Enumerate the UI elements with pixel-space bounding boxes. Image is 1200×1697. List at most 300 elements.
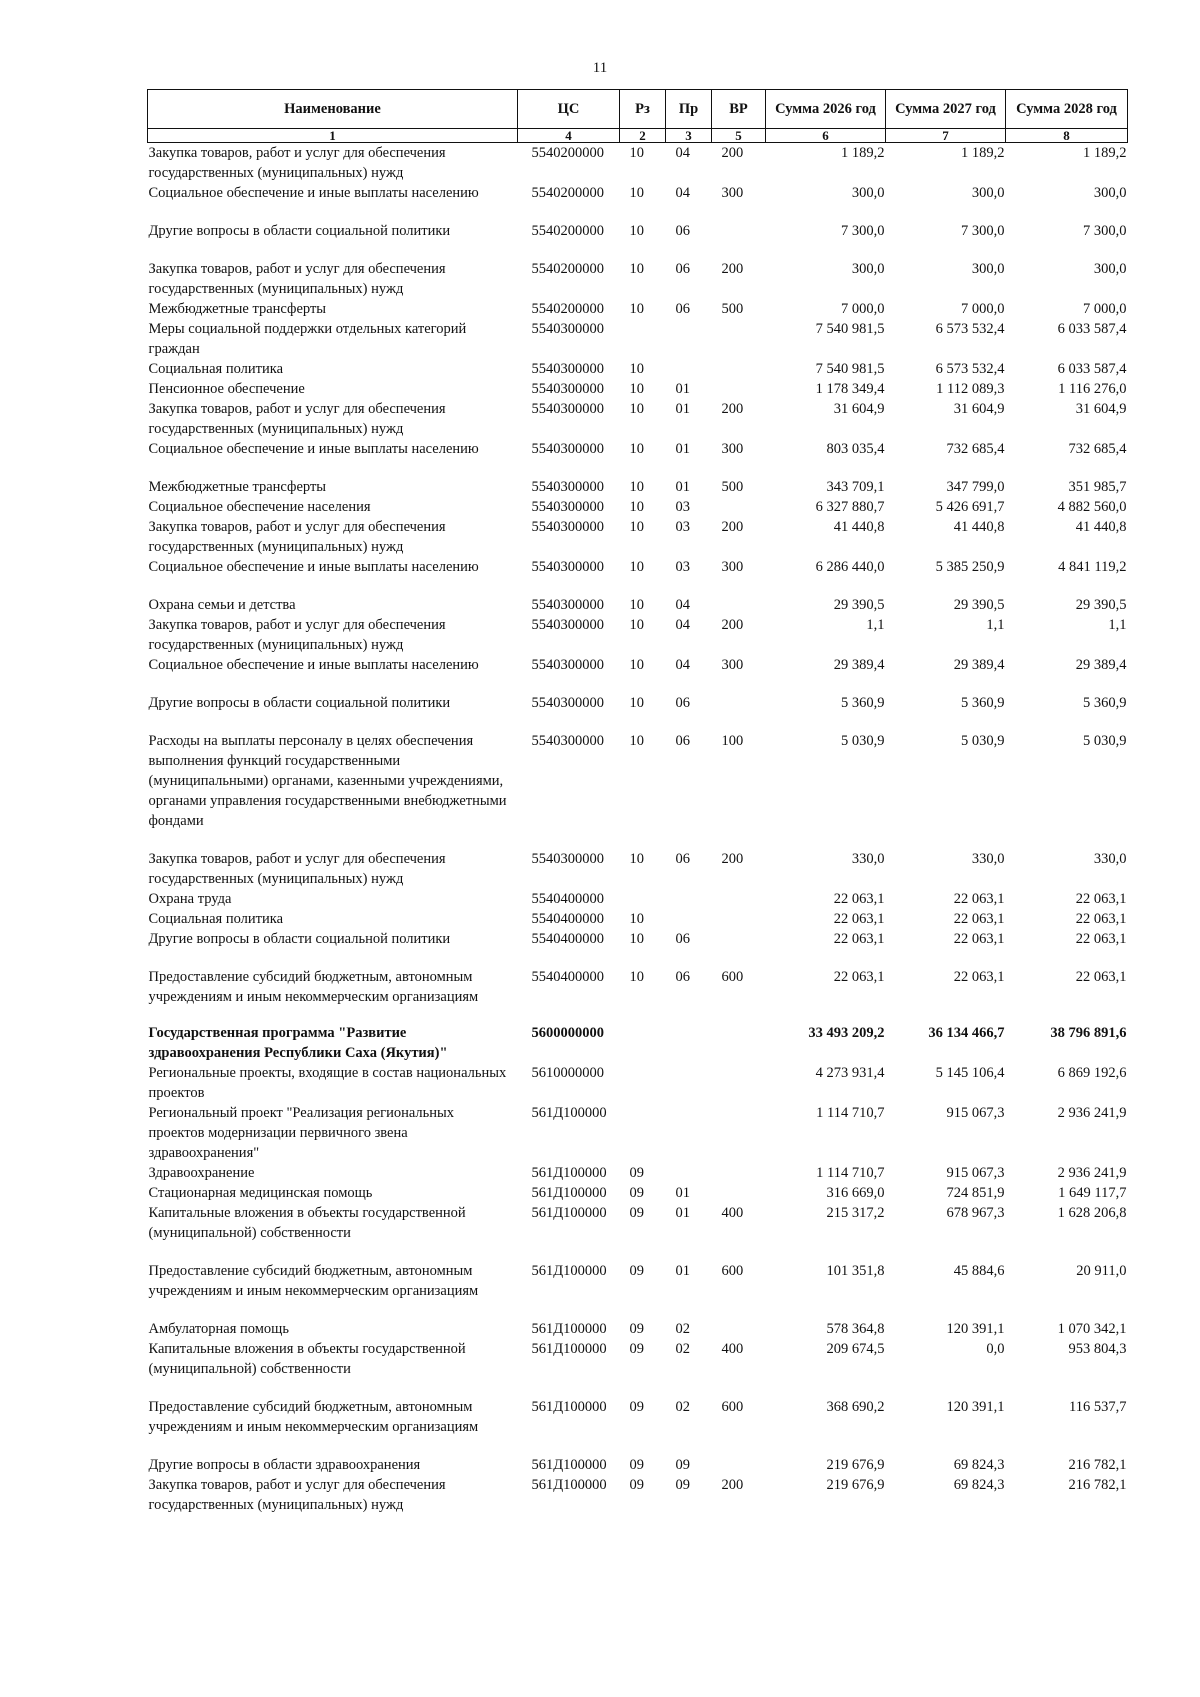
section-code: 10 [629, 441, 644, 457]
target-code: 5540300000 [531, 479, 604, 495]
amount-2028: 2 936 241,9 [1057, 1105, 1127, 1121]
amount-2028: 20 911,0 [1076, 1263, 1127, 1279]
amount-2026: 22 063,1 [833, 891, 885, 907]
header-vr: ВР [712, 90, 766, 129]
amount-2026: 1 189,2 [841, 145, 885, 161]
amount-2026: 7 540 981,5 [815, 321, 885, 337]
subsection-code: 01 [675, 441, 690, 457]
table-row [148, 929, 1128, 967]
header-cs: ЦС [518, 90, 620, 129]
amount-2027: 5 426 691,7 [935, 499, 1005, 515]
amount-2026: 22 063,1 [833, 969, 885, 985]
amount-2027: 300,0 [971, 185, 1005, 201]
item-name: Стационарная медицинская помощь [148, 1185, 373, 1201]
amount-2027: 330,0 [971, 851, 1005, 867]
expense-type-code: 300 [721, 441, 744, 457]
table-body [148, 143, 1128, 1516]
section-code: 10 [629, 733, 644, 749]
table-row [148, 889, 1128, 909]
expense-type-code [712, 1103, 766, 1163]
item-name: Закупка товаров, работ и услуг для обеспечения государственных (муниципальных) нужд [148, 851, 446, 887]
item-name: Закупка товаров, работ и услуг для обеспечения государственных (муниципальных) нужд [148, 519, 446, 555]
table-row [148, 1261, 1128, 1319]
amount-2028: 953 804,3 [1068, 1341, 1127, 1357]
item-name: Капитальные вложения в объекты государственной (муниципальной) собственности [148, 1205, 466, 1241]
amount-2027: 120 391,1 [946, 1321, 1005, 1337]
item-name: Закупка товаров, работ и услуг для обеспечения государственных (муниципальных) нужд [148, 261, 446, 297]
amount-2028: 1,1 [1108, 617, 1127, 633]
expense-type-code [712, 319, 766, 359]
amount-2028: 1 649 117,7 [1058, 1185, 1127, 1201]
table-row [148, 731, 1128, 849]
target-code: 561Д100000 [531, 1477, 607, 1493]
amount-2027: 915 067,3 [946, 1165, 1005, 1181]
amount-2026: 7 300,0 [841, 223, 885, 239]
table-row [148, 693, 1128, 731]
item-name: Межбюджетные трансферты [148, 479, 327, 495]
target-code: 5540200000 [531, 301, 604, 317]
target-code: 5540200000 [531, 185, 604, 201]
amount-2026: 41 440,8 [833, 519, 885, 535]
section-code: 10 [629, 695, 644, 711]
amount-2026: 6 286 440,0 [815, 559, 885, 575]
expense-type-code: 400 [721, 1341, 744, 1357]
amount-2027: 31 604,9 [953, 401, 1005, 417]
item-name: Закупка товаров, работ и услуг для обеспечения государственных (муниципальных) нужд [148, 401, 446, 437]
amount-2028: 1 116 276,0 [1058, 381, 1127, 397]
amount-2026: 33 493 209,2 [808, 1025, 885, 1041]
amount-2028: 22 063,1 [1075, 931, 1127, 947]
section-code: 10 [629, 559, 644, 575]
target-code: 561Д100000 [531, 1165, 607, 1181]
table-header [148, 90, 1128, 143]
target-code: 5540200000 [531, 223, 604, 239]
section-code: 09 [629, 1185, 644, 1201]
section-code: 10 [629, 381, 644, 397]
expense-type-code [712, 889, 766, 909]
amount-2027: 6 573 532,4 [935, 321, 1005, 337]
subsection-code: 03 [675, 499, 690, 515]
expense-type-code: 200 [721, 401, 744, 417]
expense-type-code [712, 221, 766, 259]
section-code [620, 1063, 666, 1103]
amount-2026: 209 674,5 [826, 1341, 885, 1357]
table-row [148, 359, 1128, 379]
amount-2028: 2 936 241,9 [1057, 1165, 1127, 1181]
expense-type-code [712, 693, 766, 731]
amount-2026: 578 364,8 [826, 1321, 885, 1337]
subsection-code: 02 [675, 1341, 690, 1357]
target-code: 5540300000 [531, 519, 604, 535]
amount-2027: 5 385 250,9 [935, 559, 1005, 575]
target-code: 561Д100000 [531, 1205, 607, 1221]
amount-2028: 29 390,5 [1075, 597, 1127, 613]
amount-2028: 41 440,8 [1075, 519, 1127, 535]
target-code: 561Д100000 [531, 1185, 607, 1201]
amount-2027: 732 685,4 [946, 441, 1005, 457]
section-code: 10 [629, 223, 644, 239]
table-row [148, 557, 1128, 595]
expense-type-code: 200 [721, 1477, 744, 1493]
amount-2026: 4 273 931,4 [815, 1065, 885, 1081]
amount-2028: 1 189,2 [1083, 145, 1127, 161]
target-code: 5540300000 [531, 499, 604, 515]
header-sum-2027: Сумма 2027 год [886, 90, 1006, 129]
target-code: 5540300000 [531, 733, 604, 749]
table-row [148, 439, 1128, 477]
target-code: 5540300000 [531, 597, 604, 613]
section-code: 10 [629, 931, 644, 947]
amount-2026: 300,0 [851, 185, 885, 201]
subsection-code: 01 [675, 1205, 690, 1221]
amount-2026: 368 690,2 [826, 1399, 885, 1415]
table-row [148, 477, 1128, 497]
subsection-code: 01 [675, 381, 690, 397]
amount-2027: 36 134 466,7 [928, 1025, 1005, 1041]
amount-2027: 22 063,1 [953, 931, 1005, 947]
subsection-code [666, 889, 712, 909]
amount-2027: 1 189,2 [961, 145, 1005, 161]
item-name: Другие вопросы в области социальной политики [148, 931, 451, 947]
table-row [148, 1163, 1128, 1183]
amount-2026: 219 676,9 [826, 1457, 885, 1473]
item-name: Государственная программа "Развитие здравоохранения Республики Саха (Якутия)" [148, 1025, 448, 1061]
amount-2027: 7 000,0 [961, 301, 1005, 317]
expense-type-code: 200 [721, 851, 744, 867]
subsection-code [666, 1063, 712, 1103]
page-number: 11 [592, 60, 608, 76]
amount-2028: 330,0 [1093, 851, 1127, 867]
subsection-code: 03 [675, 559, 690, 575]
section-code [620, 1103, 666, 1163]
amount-2026: 22 063,1 [833, 931, 885, 947]
column-number: 1 [148, 129, 518, 143]
column-number: 4 [518, 129, 620, 143]
amount-2028: 7 000,0 [1083, 301, 1127, 317]
expense-type-code: 300 [721, 185, 744, 201]
table-row [148, 259, 1128, 299]
column-number-row [148, 129, 1128, 143]
amount-2027: 45 884,6 [953, 1263, 1005, 1279]
target-code: 5540400000 [531, 969, 604, 985]
expense-type-code: 600 [721, 969, 744, 985]
amount-2028: 1 070 342,1 [1057, 1321, 1127, 1337]
subsection-code: 01 [675, 401, 690, 417]
amount-2028: 31 604,9 [1075, 401, 1127, 417]
expense-type-code: 500 [721, 301, 744, 317]
amount-2026: 330,0 [851, 851, 885, 867]
item-name: Предоставление субсидий бюджетным, автономным учреждениям и иным некоммерческим организациям [148, 969, 479, 1005]
item-name: Закупка товаров, работ и услуг для обеспечения государственных (муниципальных) нужд [148, 1477, 446, 1513]
amount-2026: 31 604,9 [833, 401, 885, 417]
amount-2028: 7 300,0 [1083, 223, 1127, 239]
subsection-code: 03 [675, 519, 690, 535]
subsection-code: 06 [675, 301, 690, 317]
table-row [148, 1319, 1128, 1339]
item-name: Охрана семьи и детства [148, 597, 296, 613]
amount-2027: 678 967,3 [946, 1205, 1005, 1221]
table-row [148, 399, 1128, 439]
table-row [148, 1339, 1128, 1397]
subsection-code: 06 [675, 931, 690, 947]
subsection-code [666, 1163, 712, 1183]
subsection-code: 04 [675, 597, 690, 613]
target-code: 5540300000 [531, 695, 604, 711]
amount-2026: 316 669,0 [826, 1185, 885, 1201]
target-code: 561Д100000 [531, 1341, 607, 1357]
amount-2028: 300,0 [1093, 261, 1127, 277]
target-code: 561Д100000 [531, 1457, 607, 1473]
expense-type-code: 200 [721, 261, 744, 277]
table-row [148, 1063, 1128, 1103]
header-rz: Рз [620, 90, 666, 129]
expense-type-code [712, 359, 766, 379]
item-name: Социальная политика [148, 361, 284, 377]
item-name: Предоставление субсидий бюджетным, автономным учреждениям и иным некоммерческим организациям [148, 1399, 479, 1435]
expense-type-code: 500 [721, 479, 744, 495]
table-row [148, 595, 1128, 615]
subsection-code: 06 [675, 969, 690, 985]
subsection-code [666, 909, 712, 929]
amount-2026: 803 035,4 [826, 441, 885, 457]
amount-2028: 6 869 192,6 [1057, 1065, 1127, 1081]
amount-2028: 29 389,4 [1075, 657, 1127, 673]
amount-2027: 5 360,9 [961, 695, 1005, 711]
table-row [148, 615, 1128, 655]
expense-type-code [712, 1063, 766, 1103]
expense-type-code [712, 1023, 766, 1063]
amount-2026: 300,0 [851, 261, 885, 277]
expense-type-code [712, 909, 766, 929]
section-code: 09 [629, 1399, 644, 1415]
item-name: Здравоохранение [148, 1165, 255, 1181]
amount-2027: 69 824,3 [953, 1477, 1005, 1493]
header-sum-2028: Сумма 2028 год [1006, 90, 1128, 129]
item-name: Социальное обеспечение и иные выплаты населению [148, 559, 479, 575]
target-code: 5540300000 [531, 617, 604, 633]
amount-2027: 724 851,9 [946, 1185, 1005, 1201]
table-row [148, 517, 1128, 557]
amount-2028: 4 882 560,0 [1057, 499, 1127, 515]
target-code: 5540300000 [531, 559, 604, 575]
section-code: 10 [629, 519, 644, 535]
item-name: Капитальные вложения в объекты государственной (муниципальной) собственности [148, 1341, 466, 1377]
section-code: 09 [629, 1477, 644, 1493]
section-code: 10 [629, 185, 644, 201]
amount-2026: 219 676,9 [826, 1477, 885, 1493]
amount-2026: 7 540 981,5 [815, 361, 885, 377]
table-row [148, 967, 1128, 1023]
item-name: Социальная политика [148, 911, 284, 927]
header-pr: Пр [666, 90, 712, 129]
section-code: 09 [629, 1263, 644, 1279]
amount-2027: 1,1 [986, 617, 1005, 633]
item-name: Амбулаторная помощь [148, 1321, 289, 1337]
subsection-code: 02 [675, 1321, 690, 1337]
section-code: 10 [629, 261, 644, 277]
amount-2028: 351 985,7 [1068, 479, 1127, 495]
amount-2027: 7 300,0 [961, 223, 1005, 239]
item-name: Меры социальной поддержки отдельных категорий граждан [148, 321, 467, 357]
item-name: Социальное обеспечение и иные выплаты населению [148, 441, 479, 457]
column-number: 2 [620, 129, 666, 143]
amount-2027: 22 063,1 [953, 969, 1005, 985]
amount-2026: 5 360,9 [841, 695, 885, 711]
amount-2026: 1 178 349,4 [815, 381, 885, 397]
amount-2028: 116 537,7 [1069, 1399, 1127, 1415]
expense-type-code: 600 [721, 1263, 744, 1279]
amount-2026: 5 030,9 [841, 733, 885, 749]
column-number: 3 [666, 129, 712, 143]
amount-2027: 41 440,8 [953, 519, 1005, 535]
item-name: Межбюджетные трансферты [148, 301, 327, 317]
table-row [148, 221, 1128, 259]
target-code: 5540300000 [531, 851, 604, 867]
amount-2027: 5 030,9 [961, 733, 1005, 749]
table-row [148, 1203, 1128, 1261]
amount-2027: 120 391,1 [946, 1399, 1005, 1415]
table-row [148, 1023, 1128, 1063]
section-code: 10 [629, 969, 644, 985]
section-code: 09 [629, 1341, 644, 1357]
header-name: Наименование [148, 90, 518, 129]
amount-2026: 1,1 [866, 617, 885, 633]
item-name: Пенсионное обеспечение [148, 381, 305, 397]
target-code: 561Д100000 [531, 1105, 607, 1121]
amount-2027: 5 145 106,4 [935, 1065, 1005, 1081]
item-name: Другие вопросы в области социальной политики [148, 223, 451, 239]
target-code: 5600000000 [531, 1025, 604, 1041]
amount-2026: 29 390,5 [833, 597, 885, 613]
subsection-code: 09 [675, 1457, 690, 1473]
target-code: 5540300000 [531, 361, 604, 377]
amount-2028: 216 782,1 [1068, 1477, 1127, 1493]
item-name: Социальное обеспечение и иные выплаты населению [148, 185, 479, 201]
subsection-code: 01 [675, 1185, 690, 1201]
amount-2026: 22 063,1 [833, 911, 885, 927]
amount-2028: 6 033 587,4 [1057, 321, 1127, 337]
item-name: Охрана труда [148, 891, 232, 907]
header-sum-2026: Сумма 2026 год [766, 90, 886, 129]
target-code: 5540200000 [531, 145, 604, 161]
amount-2027: 29 389,4 [953, 657, 1005, 673]
amount-2027: 69 824,3 [953, 1457, 1005, 1473]
section-code: 09 [629, 1457, 644, 1473]
amount-2028: 216 782,1 [1068, 1457, 1127, 1473]
column-number: 7 [886, 129, 1006, 143]
section-code: 10 [629, 597, 644, 613]
subsection-code: 06 [675, 223, 690, 239]
expense-type-code [712, 929, 766, 967]
target-code: 5540300000 [531, 381, 604, 397]
section-code: 09 [629, 1321, 644, 1337]
table-row [148, 1183, 1128, 1203]
subsection-code [666, 1103, 712, 1163]
section-code: 10 [629, 361, 644, 377]
item-name: Региональный проект "Реализация региональных проектов модернизации первичного звена здравоохранения" [148, 1105, 455, 1161]
amount-2027: 300,0 [971, 261, 1005, 277]
item-name: Закупка товаров, работ и услуг для обеспечения государственных (муниципальных) нужд [148, 145, 446, 181]
target-code: 5540400000 [531, 911, 604, 927]
item-name: Расходы на выплаты персоналу в целях обеспечения выполнения функций государственными (муниципальными) органами, казенными учреждениями, органами управления государственными внебюджетными фондами [148, 733, 507, 829]
table-row [148, 1103, 1128, 1163]
amount-2026: 101 351,8 [826, 1263, 885, 1279]
header-row [148, 90, 1128, 129]
subsection-code: 04 [675, 145, 690, 161]
amount-2028: 300,0 [1093, 185, 1127, 201]
section-code: 10 [629, 499, 644, 515]
amount-2027: 22 063,1 [953, 891, 1005, 907]
target-code: 5540300000 [531, 321, 604, 337]
section-code [620, 889, 666, 909]
section-code [620, 1023, 666, 1063]
expense-type-code [712, 379, 766, 399]
amount-2026: 1 114 710,7 [816, 1165, 885, 1181]
subsection-code: 01 [675, 1263, 690, 1279]
amount-2026: 215 317,2 [826, 1205, 885, 1221]
table-row [148, 655, 1128, 693]
amount-2028: 22 063,1 [1075, 911, 1127, 927]
amount-2028: 38 796 891,6 [1050, 1025, 1127, 1041]
amount-2026: 343 709,1 [826, 479, 885, 495]
expense-type-code [712, 1183, 766, 1203]
amount-2028: 4 841 119,2 [1058, 559, 1127, 575]
item-name: Региональные проекты, входящие в состав национальных проектов [148, 1065, 507, 1101]
table-row [148, 1475, 1128, 1515]
section-code: 10 [629, 401, 644, 417]
expense-type-code: 100 [721, 733, 744, 749]
table-row [148, 183, 1128, 221]
budget-table [147, 89, 1128, 1515]
subsection-code: 06 [675, 851, 690, 867]
section-code: 10 [629, 911, 644, 927]
expense-type-code [712, 595, 766, 615]
expense-type-code: 200 [721, 617, 744, 633]
table-row [148, 909, 1128, 929]
expense-type-code: 300 [721, 657, 744, 673]
amount-2027: 6 573 532,4 [935, 361, 1005, 377]
target-code: 5540300000 [531, 657, 604, 673]
expense-type-code: 200 [721, 519, 744, 535]
amount-2027: 22 063,1 [953, 911, 1005, 927]
subsection-code: 04 [675, 617, 690, 633]
target-code: 5540300000 [531, 401, 604, 417]
target-code: 561Д100000 [531, 1399, 607, 1415]
expense-type-code [712, 1319, 766, 1339]
table-row [148, 1455, 1128, 1475]
table-row [148, 497, 1128, 517]
section-code: 10 [629, 617, 644, 633]
amount-2027: 915 067,3 [946, 1105, 1005, 1121]
item-name: Социальное обеспечение и иные выплаты населению [148, 657, 479, 673]
amount-2028: 732 685,4 [1068, 441, 1127, 457]
amount-2027: 347 799,0 [946, 479, 1005, 495]
section-code: 09 [629, 1165, 644, 1181]
expense-type-code [712, 1455, 766, 1475]
section-code: 10 [629, 657, 644, 673]
target-code: 5610000000 [531, 1065, 604, 1081]
section-code [620, 319, 666, 359]
amount-2027: 0,0 [986, 1341, 1005, 1357]
subsection-code [666, 1023, 712, 1063]
item-name: Другие вопросы в области социальной политики [148, 695, 451, 711]
subsection-code: 06 [675, 733, 690, 749]
section-code: 10 [629, 301, 644, 317]
amount-2026: 1 114 710,7 [816, 1105, 885, 1121]
section-code: 10 [629, 145, 644, 161]
item-name: Другие вопросы в области здравоохранения [148, 1457, 421, 1473]
section-code: 09 [629, 1205, 644, 1221]
